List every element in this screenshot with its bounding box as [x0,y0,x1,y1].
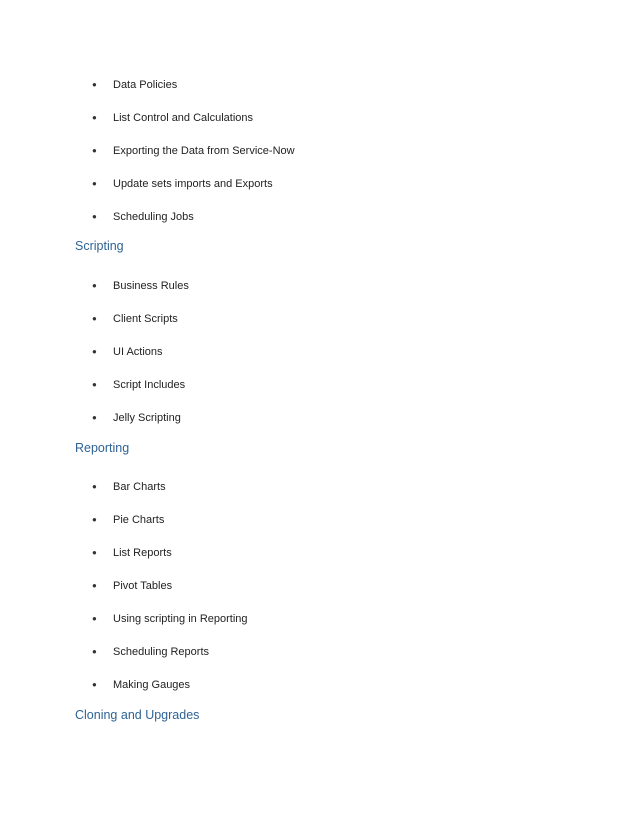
bullet-icon: ● [92,515,97,524]
list-item-label: Exporting the Data from Service-Now [113,145,295,157]
bullet-icon: ● [92,113,97,122]
list-item-label: Making Gauges [113,679,191,691]
list-item-label: Using scripting in Reporting [113,613,248,625]
list-item-label: Data Policies [113,79,178,91]
list-item-label: Pie Charts [113,514,165,526]
bullet-icon: ● [92,680,97,689]
list-item-label: Bar Charts [113,481,166,493]
list-item-label: Scheduling Jobs [113,211,194,223]
bullet-icon: ● [92,281,97,290]
bullet-icon: ● [92,80,97,89]
bullet-icon: ● [92,179,97,188]
bullet-icon: ● [92,548,97,557]
bullet-icon: ● [92,647,97,656]
list-item-label: Jelly Scripting [113,412,181,424]
section-heading-scripting: Scripting [75,239,124,253]
section-heading-reporting: Reporting [75,441,130,455]
bullet-icon: ● [92,614,97,623]
list-item-label: Pivot Tables [113,580,173,592]
bullet-icon: ● [92,482,97,491]
bullet-icon: ● [92,347,97,356]
list-item-label: UI Actions [113,346,163,358]
list-item-label: Scheduling Reports [113,646,210,658]
bullet-icon: ● [92,581,97,590]
list-item-label: Update sets imports and Exports [113,178,273,190]
list-item-label: Script Includes [113,379,186,391]
bullet-icon: ● [92,314,97,323]
section-heading-cloning-and-upgrades: Cloning and Upgrades [75,708,200,722]
bullet-icon: ● [92,212,97,221]
list-item-label: List Reports [113,547,172,559]
list-item-label: List Control and Calculations [113,112,254,124]
bullet-icon: ● [92,380,97,389]
bullet-icon: ● [92,413,97,422]
bullet-icon: ● [92,146,97,155]
list-item-label: Business Rules [113,280,189,292]
list-item-label: Client Scripts [113,313,178,325]
